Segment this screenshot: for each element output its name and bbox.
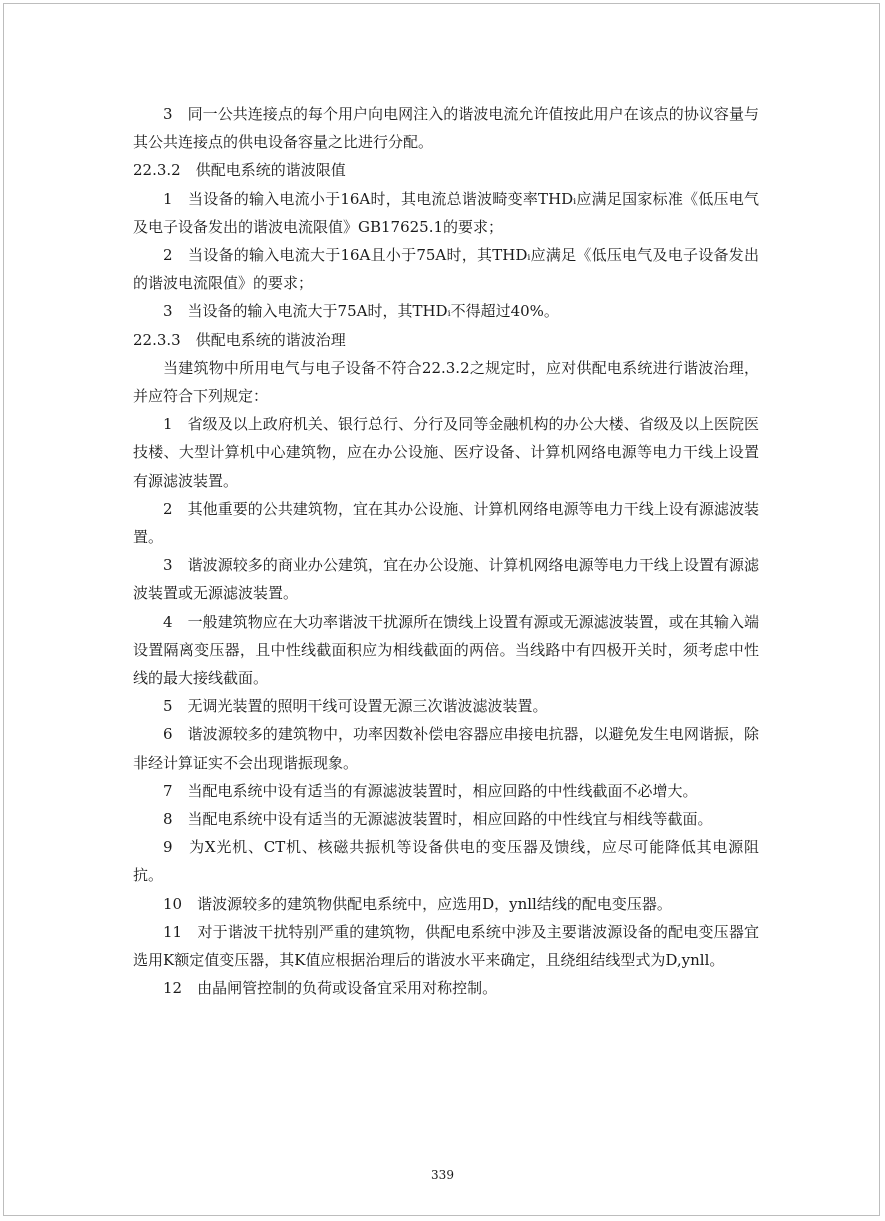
paragraph: 7 当配电系统中设有适当的有源滤波装置时，相应回路的中性线截面不必增大。 xyxy=(163,781,698,800)
paragraph: 9 为X光机、CT机、核磁共振机等设备供电的变压器及馈线，应尽可能降低其电源阻抗。 xyxy=(133,838,759,885)
paragraph: 当建筑物中所用电气与电子设备不符合22.3.2之规定时，应对供配电系统进行谐波治理，并应符合下列规定： xyxy=(133,358,759,406)
paragraph: 6 谐波源较多的建筑物中，功率因数补偿电容器应串接电抗器，以避免发生电网谐振，除非经计算证实不会出现谐振现象。 xyxy=(133,725,759,772)
page-number: 339 xyxy=(431,1168,454,1182)
paragraph: 3 谐波源较多的商业办公建筑，宜在办公设施、计算机网络电源等电力干线上设置有源滤波装置或无源滤波装置。 xyxy=(133,556,759,603)
paragraph: 3 同一公共连接点的每个用户向电网注入的谐波电流允许值按此用户在该点的协议容量与其公共连接点的供电设备容量之比进行分配。 xyxy=(133,105,759,152)
paragraph: 8 当配电系统中设有适当的无源滤波装置时，相应回路的中性线宜与相线等截面。 xyxy=(163,810,713,829)
paragraph: 4 一般建筑物应在大功率谐波干扰源所在馈线上设置有源或无源滤波装置，或在其输入端设置隔离变压器，且中性线截面积应为相线截面的两倍。当线路中有四极开关时，须考虑中性线的最大接线截面。 xyxy=(133,612,759,688)
paragraph: 1 当设备的输入电流小于16A时，其电流总谐波畸变率THDᵢ应满足国家标准《低压电气及电子设备发出的谐波电流限值》GB17625.1的要求； xyxy=(133,189,759,236)
paragraph: 11 对于谐波干扰特别严重的建筑物，供配电系统中涉及主要谐波源设备的配电变压器宜选用K额定值变压器，其K值应根据治理后的谐波水平来确定，且绕组结线型式为D,ynll。 xyxy=(133,922,759,970)
section-heading: 22.3.2 供配电系统的谐波限值 xyxy=(133,161,346,180)
paragraph: 2 当设备的输入电流大于16A且小于75A时，其THDᵢ应满足《低压电气及电子设备发出的谐波电流限值》的要求； xyxy=(133,246,759,293)
paragraph: 5 无调光装置的照明干线可设置无源三次谐波滤波装置。 xyxy=(163,697,548,716)
section-heading: 22.3.3 供配电系统的谐波治理 xyxy=(133,330,346,349)
paragraph: 12 由晶闸管控制的负荷或设备宜采用对称控制。 xyxy=(163,979,498,998)
paragraph: 1 省级及以上政府机关、银行总行、分行及同等金融机构的办公大楼、省级及以上医院医技楼、大型计算机中心建筑物，应在办公设施、医疗设备、计算机网络电源等电力干线上设置有源滤波装置。 xyxy=(133,415,759,490)
document-body xyxy=(133,100,759,1003)
paragraph: 3 当设备的输入电流大于75A时，其THDᵢ不得超过40%。 xyxy=(163,302,559,321)
paragraph: 10 谐波源较多的建筑物供配电系统中，应选用D，ynll结线的配电变压器。 xyxy=(163,894,672,913)
paragraph: 2 其他重要的公共建筑物，宜在其办公设施、计算机网络电源等电力干线上设有源滤波装置。 xyxy=(133,499,759,547)
